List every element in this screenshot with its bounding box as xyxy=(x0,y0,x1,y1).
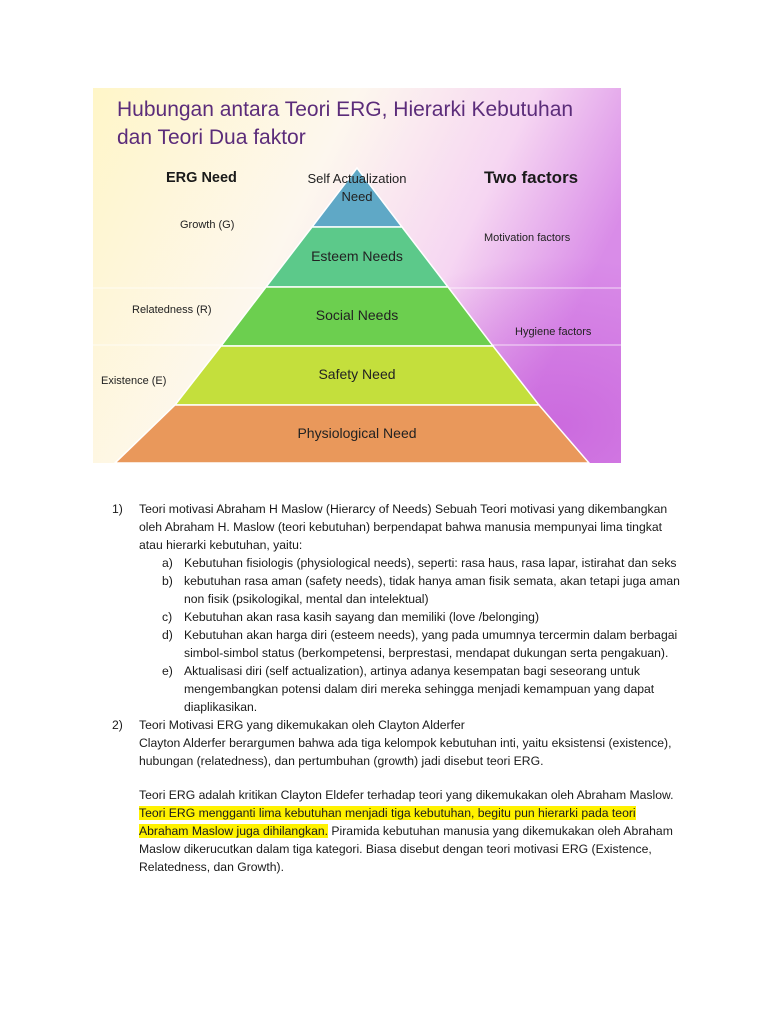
erg-existence-label: Existence (E) xyxy=(101,375,167,387)
pyramid-label-physiological: Physiological Need xyxy=(297,425,417,441)
sub-letter: c) xyxy=(162,610,173,624)
pyramid-label-self-actualization: Self Actualization Need xyxy=(307,171,407,204)
sub-letter: a) xyxy=(162,556,173,570)
erg-growth-label: Growth (G) xyxy=(180,219,235,231)
list-item-text: Teori motivasi Abraham H Maslow (Hierarcy of Needs) Sebuah Teori motivasi yang dikembangkan oleh Abraham H. Maslow (teori kebutuhan) berpendapat bahwa manusia mempunyai lima tingkat atau hierarki kebutuhan, yaitu: xyxy=(139,502,668,552)
sub-item-d xyxy=(112,626,682,662)
figure-title-line1: Hubungan antara Teori ERG, Hierarki Kebutuhan xyxy=(117,98,574,121)
list-item-2 xyxy=(112,716,682,876)
document-body xyxy=(112,500,682,876)
paragraph-2-end: Piramida kebutuhan manusia yang dikemukakan oleh Abraham Maslow dikerucutkan dalam tiga kategori. Biasa disebut dengan teori motivasi ERG (Existence, Relatedness, dan Growth). xyxy=(139,824,673,874)
sub-text: Kebutuhan fisiologis (physiological needs), seperti: rasa haus, rasa lapar, istirahat dan seks xyxy=(184,556,677,570)
sub-item-b xyxy=(112,572,682,608)
motivation-factors-label: Motivation factors xyxy=(484,232,571,244)
sub-text: Kebutuhan akan rasa kasih sayang dan memiliki (love /belonging) xyxy=(184,610,540,624)
paragraph-1: Clayton Alderfer berargumen bahwa ada tiga kelompok kebutuhan inti, yaitu eksistensi (existence), hubungan (relatedness), dan pertumbuhan (growth) jadi disebut teori ERG. xyxy=(139,736,672,768)
list-number: 1) xyxy=(112,502,123,516)
sub-item-a xyxy=(112,554,682,572)
highlighted-text: Teori ERG mengganti lima kebutuhan menjadi tiga kebutuhan, begitu pun hierarki pada teori Abraham Maslow juga dihilangkan. xyxy=(139,806,636,838)
paragraph-2-start: Teori ERG adalah kritikan Clayton Eldefer terhadap teori yang dikemukakan oleh Abraham Maslow. xyxy=(139,788,674,802)
pyramid-label-esteem: Esteem Needs xyxy=(311,248,403,264)
sub-text: kebutuhan rasa aman (safety needs), tidak hanya aman fisik semata, akan tetapi juga aman non fisik (psikologikal, mental dan intelektual) xyxy=(184,574,680,606)
erg-need-header: ERG Need xyxy=(166,170,237,186)
sub-text: Kebutuhan akan harga diri (esteem needs), yang pada umumnya tercermin dalam berbagai simbol-simbol status (berkompetensi, berprestasi, mendapat dukungan serta pengakuan). xyxy=(184,628,678,660)
figure-title xyxy=(117,96,617,152)
two-factors-header: Two factors xyxy=(484,168,579,187)
erg-relatedness-label: Relatedness (R) xyxy=(132,304,212,316)
pyramid-label-social: Social Needs xyxy=(315,307,399,323)
sub-letter: d) xyxy=(162,628,173,642)
list-item-1 xyxy=(112,500,682,554)
hierarchy-figure xyxy=(93,88,621,463)
pyramid-label-safety: Safety Need xyxy=(318,366,396,382)
sub-item-e xyxy=(112,662,682,716)
section-heading: Teori Motivasi ERG yang dikemukakan oleh Clayton Alderfer xyxy=(139,718,465,732)
sub-text: Aktualisasi diri (self actualization), artinya adanya kesempatan bagi seseorang untuk mengembangkan potensi dalam diri mereka sehingga menjadi kemampuan yang dapat diaplikasikan. xyxy=(184,664,655,714)
list-number: 2) xyxy=(112,718,123,732)
figure-title-line2: dan Teori Dua faktor xyxy=(117,126,306,149)
sub-letter: e) xyxy=(162,664,173,678)
sub-item-c xyxy=(112,608,682,626)
paragraph-2 xyxy=(139,786,682,876)
sub-letter: b) xyxy=(162,574,173,588)
hygiene-factors-label: Hygiene factors xyxy=(515,326,592,338)
